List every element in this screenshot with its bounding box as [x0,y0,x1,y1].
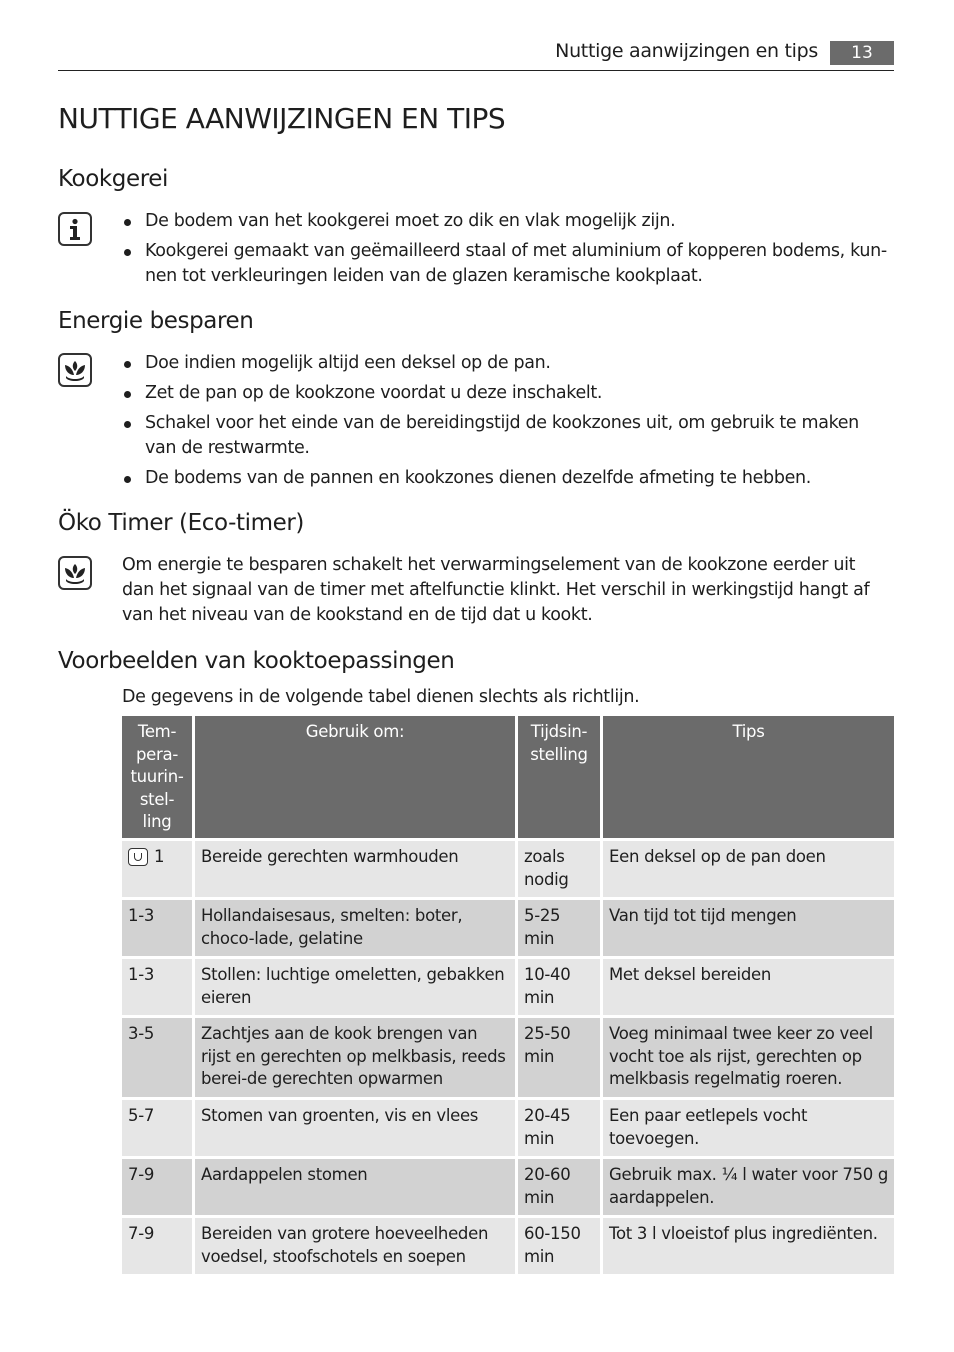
cell-time: zoals nodig [518,841,603,900]
cell-setting: 1-3 [122,959,195,1018]
header-setting-label: Tem- pera- tuurin- stel- ling [130,722,184,831]
cell-time: 25-50 min [518,1018,603,1100]
section-title-energie: Energie besparen [58,308,254,334]
table-row [122,1218,894,1277]
header-time: Tijdsin- stelling [518,716,603,841]
list-item: De bodems van de pannen en kookzones dienen dezelfde afmeting te hebben. [122,466,887,491]
kookgerei-list [122,209,887,294]
table-row [122,900,894,959]
cell-setting: 3-5 [122,1018,195,1100]
page-title: NUTTIGE AANWIJZINGEN EN TIPS [58,102,506,135]
cell-setting: 5-7 [122,1100,195,1159]
cell-use: Aardappelen stomen [195,1159,518,1218]
cell-setting: 7-9 [122,1159,195,1218]
table-intro: De gegevens in de volgende tabel dienen slechts als richtlijn. [122,687,640,707]
cell-tip: Met deksel bereiden [603,959,894,1018]
info-icon [58,212,92,246]
header-use: Gebruik om: [195,716,518,841]
cooking-table [122,716,894,1277]
section-title-eco-timer: Öko Timer (Eco-timer) [58,510,304,536]
keep-warm-icon [128,848,148,866]
cell-use: Zachtjes aan de kook brengen van rijst en gerechten op melkbasis, reeds berei-de gerechten opwarmen [195,1018,518,1100]
cell-use: Hollandaisesaus, smelten: boter, choco-lade, gelatine [195,900,518,959]
section-title-kookgerei: Kookgerei [58,166,169,192]
cell-use: Stollen: luchtige omeletten, gebakken eieren [195,959,518,1018]
cell-time: 10-40 min [518,959,603,1018]
list-item: Doe indien mogelijk altijd een deksel op de pan. [122,351,887,376]
cell-time: 60-150 min [518,1218,603,1277]
energie-list [122,351,887,496]
table-row [122,959,894,1018]
cell-use: Bereiden van grotere hoeveelheden voedsel, stoofschotels en soepen [195,1218,518,1277]
list-item: Zet de pan op de kookzone voordat u deze inschakelt. [122,381,887,406]
cell-time: 20-60 min [518,1159,603,1218]
cell-setting: 1-3 [122,900,195,959]
table-header-row [122,716,894,841]
eco-flower-icon [58,556,92,590]
cell-tip: Een paar eetlepels vocht toevoegen. [603,1100,894,1159]
header-setting [122,716,195,841]
cell-time: 20-45 min [518,1100,603,1159]
table-row [122,1100,894,1159]
table-row [122,1159,894,1218]
cell-use: Stomen van groenten, vis en vlees [195,1100,518,1159]
section-title-voorbeelden: Voorbeelden van kooktoepassingen [58,648,455,674]
eco-flower-icon [58,353,92,387]
list-item: Kookgerei gemaakt van geëmailleerd staal of met aluminium of kopperen bodems, kun-nen tot verkleuringen leiden van de glazen keramische kookplaat. [122,239,887,289]
list-item: De bodem van het kookgerei moet zo dik en vlak mogelijk zijn. [122,209,887,234]
cell-time: 5-25 min [518,900,603,959]
table-row [122,1018,894,1100]
cell-tip: Van tijd tot tijd mengen [603,900,894,959]
cell-setting: 7-9 [122,1218,195,1277]
cell-tip: Tot 3 l vloeistof plus ingrediënten. [603,1218,894,1277]
cell-tip: Gebruik max. ¼ l water voor 750 g aardappelen. [603,1159,894,1218]
page-header [58,38,894,71]
header-title: Nuttige aanwijzingen en tips [555,40,818,62]
list-item: Schakel voor het einde van de bereidingstijd de kookzones uit, om gebruik te maken van de restwarmte. [122,411,887,461]
cell-setting: 1 [122,841,195,900]
page-number: 13 [830,41,894,65]
cell-tip: Voeg minimaal twee keer zo veel vocht toe als rijst, gerechten op melkbasis regelmatig roeren. [603,1018,894,1100]
cell-tip: Een deksel op de pan doen [603,841,894,900]
table-row [122,841,894,900]
header-tips: Tips [603,716,894,841]
eco-timer-text: Om energie te besparen schakelt het verwarmingselement van de kookzone eerder uit dan het signaal van de timer met aftelfunctie klinkt. Het verschil in werkingstijd hangt af van het niveau van de kookstand en de tijd dat u kookt. [122,555,870,625]
cell-use: Bereide gerechten warmhouden [195,841,518,900]
